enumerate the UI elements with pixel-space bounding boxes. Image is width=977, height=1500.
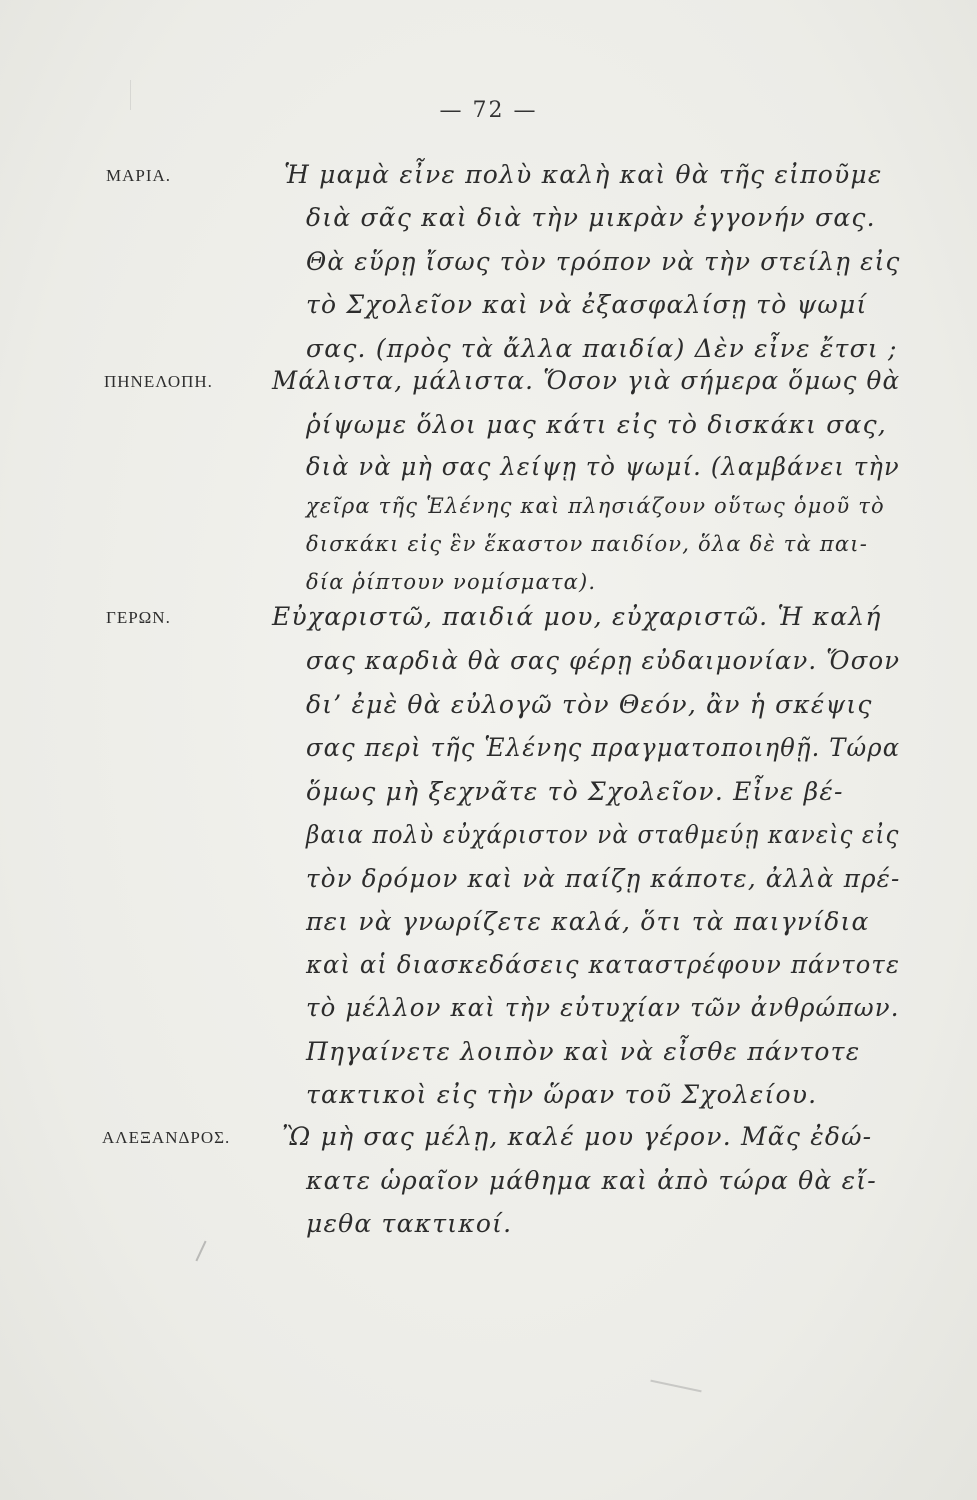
- speech-line: Θὰ εὕρῃ ἴσως τὸν τρόπον νὰ τὴν στείλῃ εἰς: [306, 247, 901, 276]
- speaker-name: ΜΑΡΙΑ.: [106, 166, 172, 185]
- speech-line: διὰ νὰ μὴ σας λείψῃ τὸ ψωμί. (λαμβάνει τὴν: [306, 452, 900, 481]
- speech-line: σας. (πρὸς τὰ ἄλλα παιδία) Δὲν εἶνε ἔτσι ;: [306, 334, 898, 363]
- speech-line: Εὐχαριστῶ, παιδιά μου, εὐχαριστῶ. Ἡ καλή: [272, 602, 882, 631]
- speech-line: χεῖρα τῆς Ἑλένης καὶ πλησιάζουν οὕτως ὁμοῦ τὸ: [306, 494, 885, 518]
- speech-line: κατε ὡραῖον μάθημα καὶ ἀπὸ τώρα θὰ εἴ-: [306, 1166, 877, 1195]
- speech-line: Πηγαίνετε λοιπὸν καὶ νὰ εἶσθε πάντοτε: [306, 1037, 861, 1066]
- speech-line: τὸν δρόμον καὶ νὰ παίζῃ κάποτε, ἀλλὰ πρέ-: [306, 864, 901, 893]
- speech-line: μεθα τακτικοί.: [306, 1209, 513, 1238]
- speech-line: τὸ μέλλον καὶ τὴν εὐτυχίαν τῶν ἀνθρώπων.: [306, 993, 900, 1022]
- page-number: — 72 —: [439, 98, 538, 123]
- speech-line: τακτικοὶ εἰς τὴν ὥραν τοῦ Σχολείου.: [306, 1080, 818, 1109]
- paper-mark: [650, 1380, 701, 1393]
- speech-line: δία ῥίπτουν νομίσματα).: [306, 570, 597, 594]
- speech-line: τὸ Σχολεῖον καὶ νὰ ἐξασφαλίσῃ τὸ ψωμί: [306, 290, 868, 319]
- speech-line: ῥίψωμε ὅλοι μας κάτι εἰς τὸ δισκάκι σας,: [306, 410, 887, 439]
- speech-line: διὰ σᾶς καὶ διὰ τὴν μικρὰν ἐγγονήν σας.: [306, 203, 876, 232]
- speaker-name: ΠΗΝΕΛΟΠΗ.: [104, 372, 213, 391]
- speech-line: δισκάκι εἰς ἓν ἕκαστον παιδίον, ὅλα δὲ τὰ παι-: [306, 532, 868, 556]
- speech-line: σας καρδιὰ θὰ σας φέρῃ εὐδαιμονίαν. Ὅσον: [306, 646, 901, 675]
- paper-mark: [195, 1241, 206, 1262]
- speech-line: Μάλιστα, μάλιστα. Ὅσον γιὰ σήμερα ὅμως θὰ: [272, 366, 901, 395]
- speech-line: καὶ αἱ διασκεδάσεις καταστρέφουν πάντοτε: [306, 950, 901, 979]
- speech-line: σας περὶ τῆς Ἑλένης πραγματοποιηθῇ. Τώρα: [306, 733, 901, 762]
- speaker-name: ΑΛΕΞΑΝΔΡΟΣ.: [102, 1128, 231, 1147]
- speech-line: πει νὰ γνωρίζετε καλά, ὅτι τὰ παιγνίδια: [306, 907, 870, 936]
- speech-line: ὅμως μὴ ξεχνᾶτε τὸ Σχολεῖον. Εἶνε βέ-: [306, 777, 844, 806]
- speech-line: Ὢ μὴ σας μέλῃ, καλέ μου γέρον. Μᾶς ἐδώ-: [282, 1122, 873, 1151]
- speech-line: βαια πολὺ εὐχάριστον νὰ σταθμεύῃ κανεὶς εἰς: [306, 820, 900, 849]
- speech-line: Ἡ μαμὰ εἶνε πολὺ καλὴ καὶ θὰ τῆς εἰποῦμε: [284, 160, 883, 189]
- paper-mark: [130, 80, 131, 110]
- speech-line: δι’ ἐμὲ θὰ εὐλογῶ τὸν Θεόν, ἂν ἡ σκέψις: [306, 690, 873, 719]
- speaker-name: ΓΕΡΩΝ.: [106, 608, 171, 627]
